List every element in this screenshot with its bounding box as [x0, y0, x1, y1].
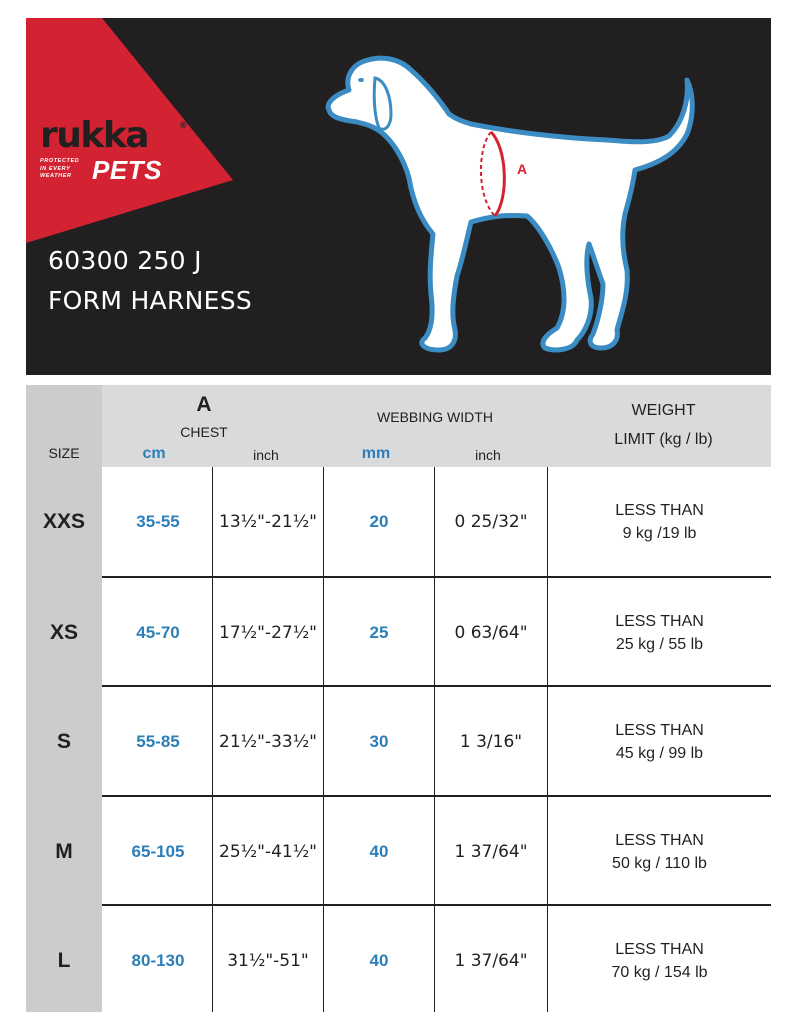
chest-cm-cell: 45-70	[136, 623, 180, 642]
header-unit-mm: mm	[361, 445, 391, 462]
dog-eye	[358, 78, 364, 82]
brand-tagline	[40, 158, 96, 181]
chest-inch-cell: 13½"-21½"	[219, 512, 317, 532]
product-name: FORM HARNESS	[48, 286, 253, 315]
webbing-inch-cell: 1 3/16"	[459, 732, 523, 752]
weight-line2: 45 kg / 99 lb	[615, 745, 704, 762]
header-webbing-width: WEBBING WIDTH	[377, 409, 493, 425]
header-chest-letter: A	[196, 393, 212, 416]
webbing-mm-cell: 25	[369, 623, 389, 642]
weight-line2: 25 kg / 55 lb	[615, 636, 704, 653]
weight-cell	[548, 467, 771, 577]
table-row	[26, 578, 771, 688]
size-cell: XS	[49, 621, 78, 644]
header-size: SIZE	[48, 445, 80, 461]
chest-cm-cell: 35-55	[136, 512, 180, 531]
weight-line1: LESS THAN	[615, 613, 704, 630]
table-row	[26, 687, 771, 797]
weight-line2: 70 kg / 154 lb	[611, 964, 708, 981]
weight-line2: 50 kg / 110 lb	[612, 855, 707, 872]
table-row	[26, 797, 771, 907]
chest-inch-cell: 17½"-27½"	[219, 623, 317, 643]
chest-inch-cell: 25½"-41½"	[219, 842, 317, 862]
webbing-mm-cell: 40	[369, 951, 389, 970]
webbing-mm-cell: 30	[369, 732, 389, 751]
table-row	[26, 467, 771, 577]
brand-sub: PETS	[92, 155, 162, 185]
registered-mark: ®	[180, 120, 187, 130]
webbing-inch-cell: 1 37/64"	[454, 842, 528, 862]
chest-inch-cell: 31½"-51"	[227, 951, 309, 971]
size-cell: M	[55, 840, 73, 863]
size-cell: L	[57, 949, 71, 972]
webbing-inch-cell: 0 63/64"	[454, 623, 528, 643]
header-unit-inch: inch	[253, 447, 279, 463]
webbing-mm-cell: 40	[369, 842, 389, 861]
chest-inch-cell: 21½"-33½"	[219, 732, 317, 752]
size-cell: S	[56, 730, 71, 753]
header-weight: WEIGHT	[631, 402, 696, 419]
weight-line1: LESS THAN	[615, 502, 704, 519]
weight-cell	[548, 906, 771, 1016]
dog-measurement-illustration	[321, 48, 701, 353]
chest-cm-cell: 55-85	[136, 732, 180, 751]
weight-cell	[548, 687, 771, 797]
table-row	[26, 906, 771, 1012]
header-panel	[26, 18, 771, 375]
tagline-line: WEATHER	[40, 173, 72, 179]
brand-name: rukka	[40, 115, 149, 156]
webbing-inch-cell: 1 37/64"	[454, 951, 528, 971]
size-table	[26, 385, 771, 1012]
header-unit-cm: cm	[142, 445, 166, 462]
header-weight-limit: LIMIT (kg / lb)	[614, 431, 713, 448]
webbing-inch-cell: 0 25/32"	[454, 512, 528, 532]
chest-cm-cell: 65-105	[131, 842, 185, 861]
header-chest: CHEST	[180, 424, 228, 440]
tagline-line: PROTECTED	[40, 158, 80, 164]
weight-cell	[548, 797, 771, 907]
weight-line1: LESS THAN	[615, 722, 704, 739]
chest-cm-cell: 80-130	[131, 951, 185, 970]
weight-cell	[548, 578, 771, 688]
weight-line2: 9 kg /19 lb	[622, 525, 697, 542]
header-unit-inch: inch	[475, 447, 501, 463]
webbing-mm-cell: 20	[369, 512, 389, 531]
weight-line1: LESS THAN	[615, 941, 704, 958]
weight-line1: LESS THAN	[615, 832, 704, 849]
tagline-line: IN EVERY	[40, 165, 71, 172]
size-cell: XXS	[42, 510, 86, 533]
product-code: 60300 250 J	[48, 246, 202, 275]
chest-measure-label: A	[517, 161, 528, 177]
